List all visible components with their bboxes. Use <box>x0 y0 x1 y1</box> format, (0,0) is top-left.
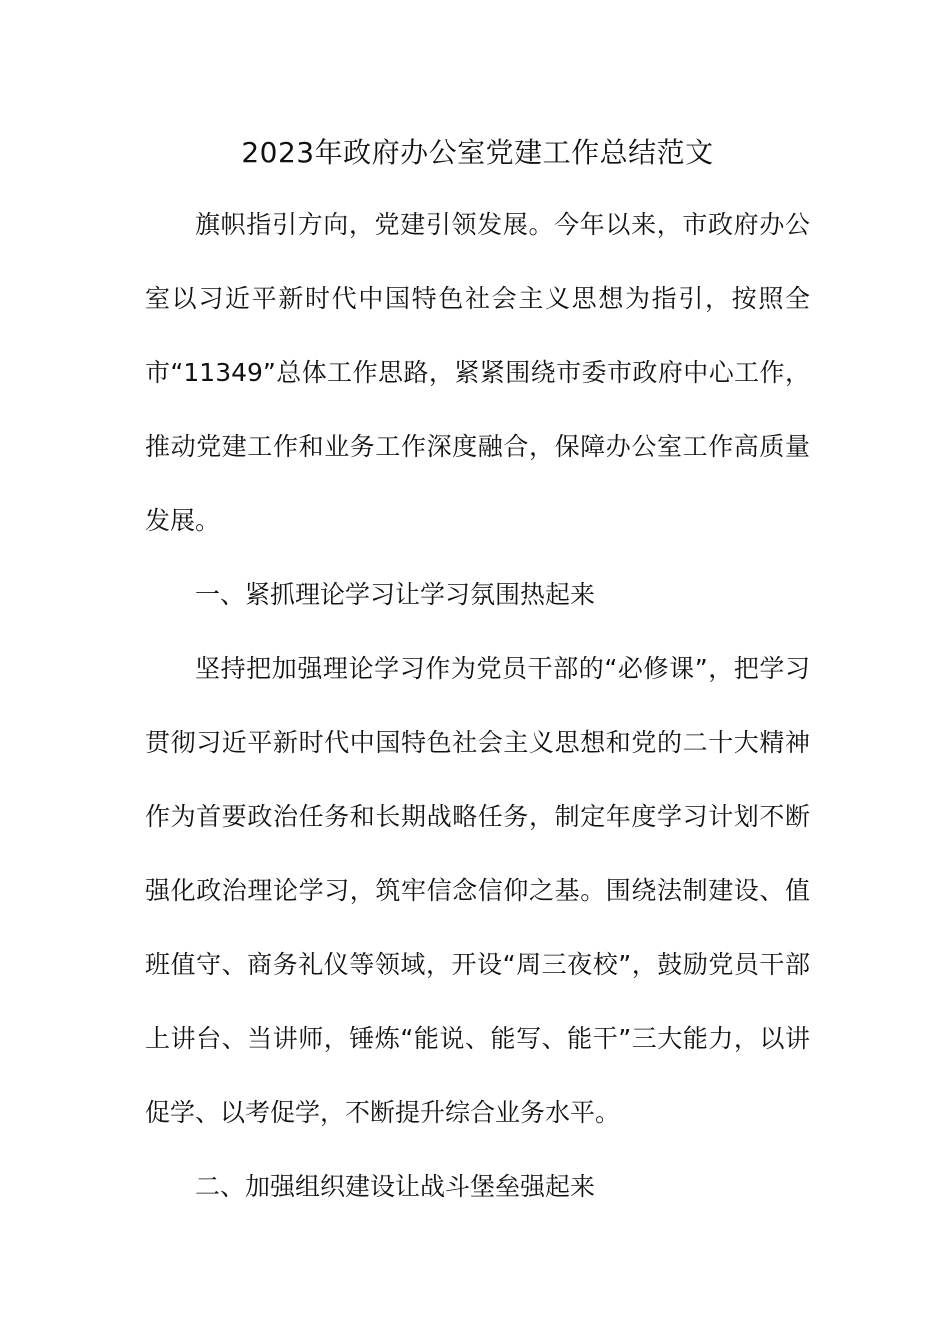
document-body <box>145 128 810 1224</box>
section-1-paragraph: 坚持把加强理论学习作为党员干部的“必修课”，把学习贯彻习近平新时代中国特色社会主义思想和党的二十大精神作为首要政治任务和长期战略任务，制定年度学习计划不断强化政治理论学习，筑牢信念信仰之基。围绕法制建设、值班值守、商务礼仪等领域，开设“周三夜校”，鼓励党员干部上讲台、当讲师，锤炼“能说、能写、能干”三大能力，以讲促学、以考促学，不断提升综合业务水平。 <box>145 654 810 1127</box>
document-title: 2023年政府办公室党建工作总结范文 <box>241 136 714 169</box>
section-2-heading: 二、加强组织建设让战斗堡垒强起来 <box>195 1172 596 1201</box>
section-1-heading: 一、紧抓理论学习让学习氛围热起来 <box>195 580 596 609</box>
intro-paragraph: 旗帜指引方向，党建引领发展。今年以来，市政府办公室以习近平新时代中国特色社会主义思想为指引，按照全市“11349”总体工作思路，紧紧围绕市委市政府中心工作，推动党建工作和业务工作深度融合，保障办公室工作高质量发展。 <box>145 210 810 535</box>
